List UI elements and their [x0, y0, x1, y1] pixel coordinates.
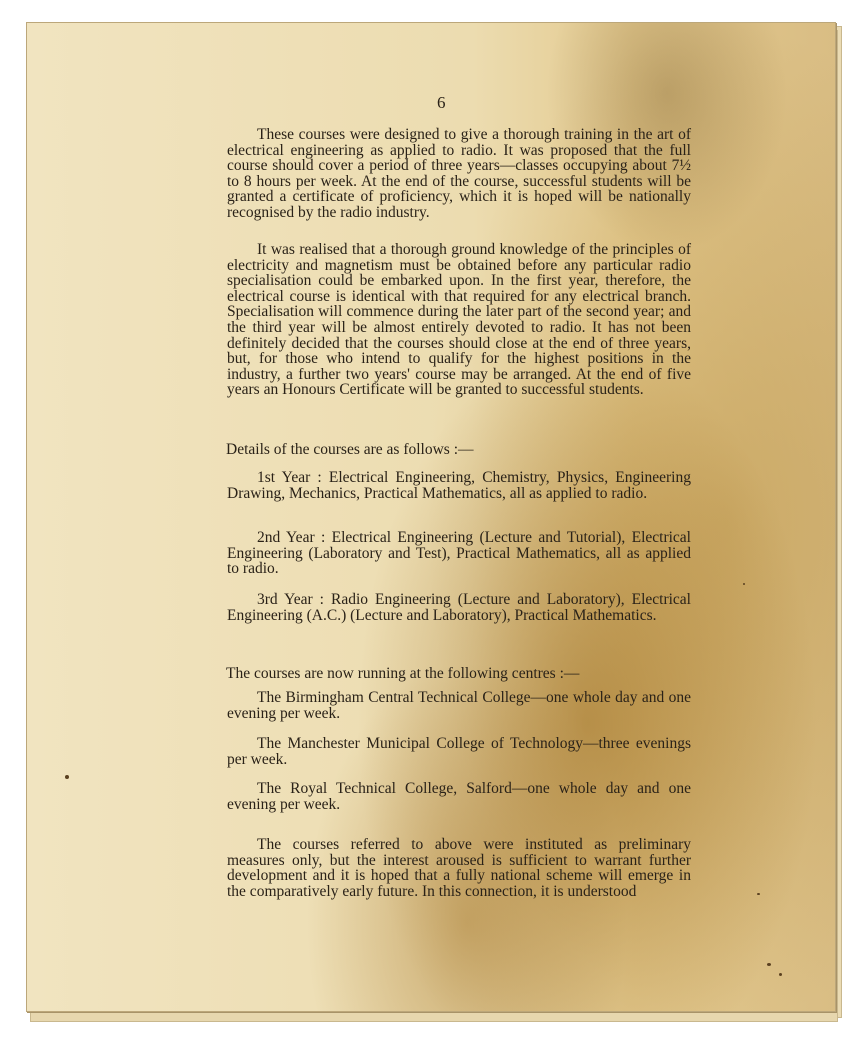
ink-spot — [767, 963, 771, 966]
year-1-details: 1st Year : Electrical Engineering, Chemistry, Physics, Engineering Drawing, Mechanics, Practical Mathematics, all as applied to radio. — [227, 469, 691, 502]
page-number: 6 — [437, 93, 446, 112]
centre-birmingham: The Birmingham Central Technical College—one whole day and one evening per week. — [227, 689, 691, 722]
closing-paragraph: The courses referred to above were instituted as preliminary measures only, but the interest aroused is sufficient to warrant further development and it is hoped that a fully national scheme will emerge in the comparatively early future. In this connection, it is understood — [227, 836, 691, 900]
ink-spot — [757, 893, 760, 895]
centre-manchester: The Manchester Municipal College of Technology—three evenings per week. — [227, 735, 691, 768]
details-intro: Details of the courses are as follows :— — [226, 441, 474, 458]
centres-intro: The courses are now running at the following centres :— — [226, 665, 580, 682]
page-text — [27, 23, 835, 1011]
paragraph-2: It was realised that a thorough ground knowledge of the principles of electricity and magnetism must be obtained before any particular radio specialisation could be embarked upon. In the first year, therefore, the electrical course is identical with that required for any electrical branch. Specialisation will commence during the later part of the second year; and the third year will be almost entirely devoted to radio. It has not been definitely decided that the courses should close at the end of three years, but, for those who intend to qualify for the highest positions in the industry, a further two years' course may be arranged. At the end of five years an Honours Certificate will be granted to successful students. — [227, 241, 691, 399]
document-page — [26, 22, 836, 1012]
ink-spot — [65, 775, 69, 779]
year-2-details: 2nd Year : Electrical Engineering (Lecture and Tutorial), Electrical Engineering (Laboratory and Test), Practical Mathematics, all as applied to radio. — [227, 529, 691, 578]
paragraph-1: These courses were designed to give a thorough training in the art of electrical engineering as applied to radio. It was proposed that the full course should cover a period of three years—classes occupying about 7½ to 8 hours per week. At the end of the course, successful students will be granted a certificate of proficiency, which it is hoped will be nationally recognised by the radio industry. — [227, 126, 691, 221]
ink-spot — [743, 583, 745, 585]
centre-salford: The Royal Technical College, Salford—one whole day and one evening per week. — [227, 780, 691, 813]
ink-spot — [779, 973, 782, 976]
year-3-details: 3rd Year : Radio Engineering (Lecture and Laboratory), Electrical Engineering (A.C.) (Lecture and Laboratory), Practical Mathematics. — [227, 591, 691, 624]
